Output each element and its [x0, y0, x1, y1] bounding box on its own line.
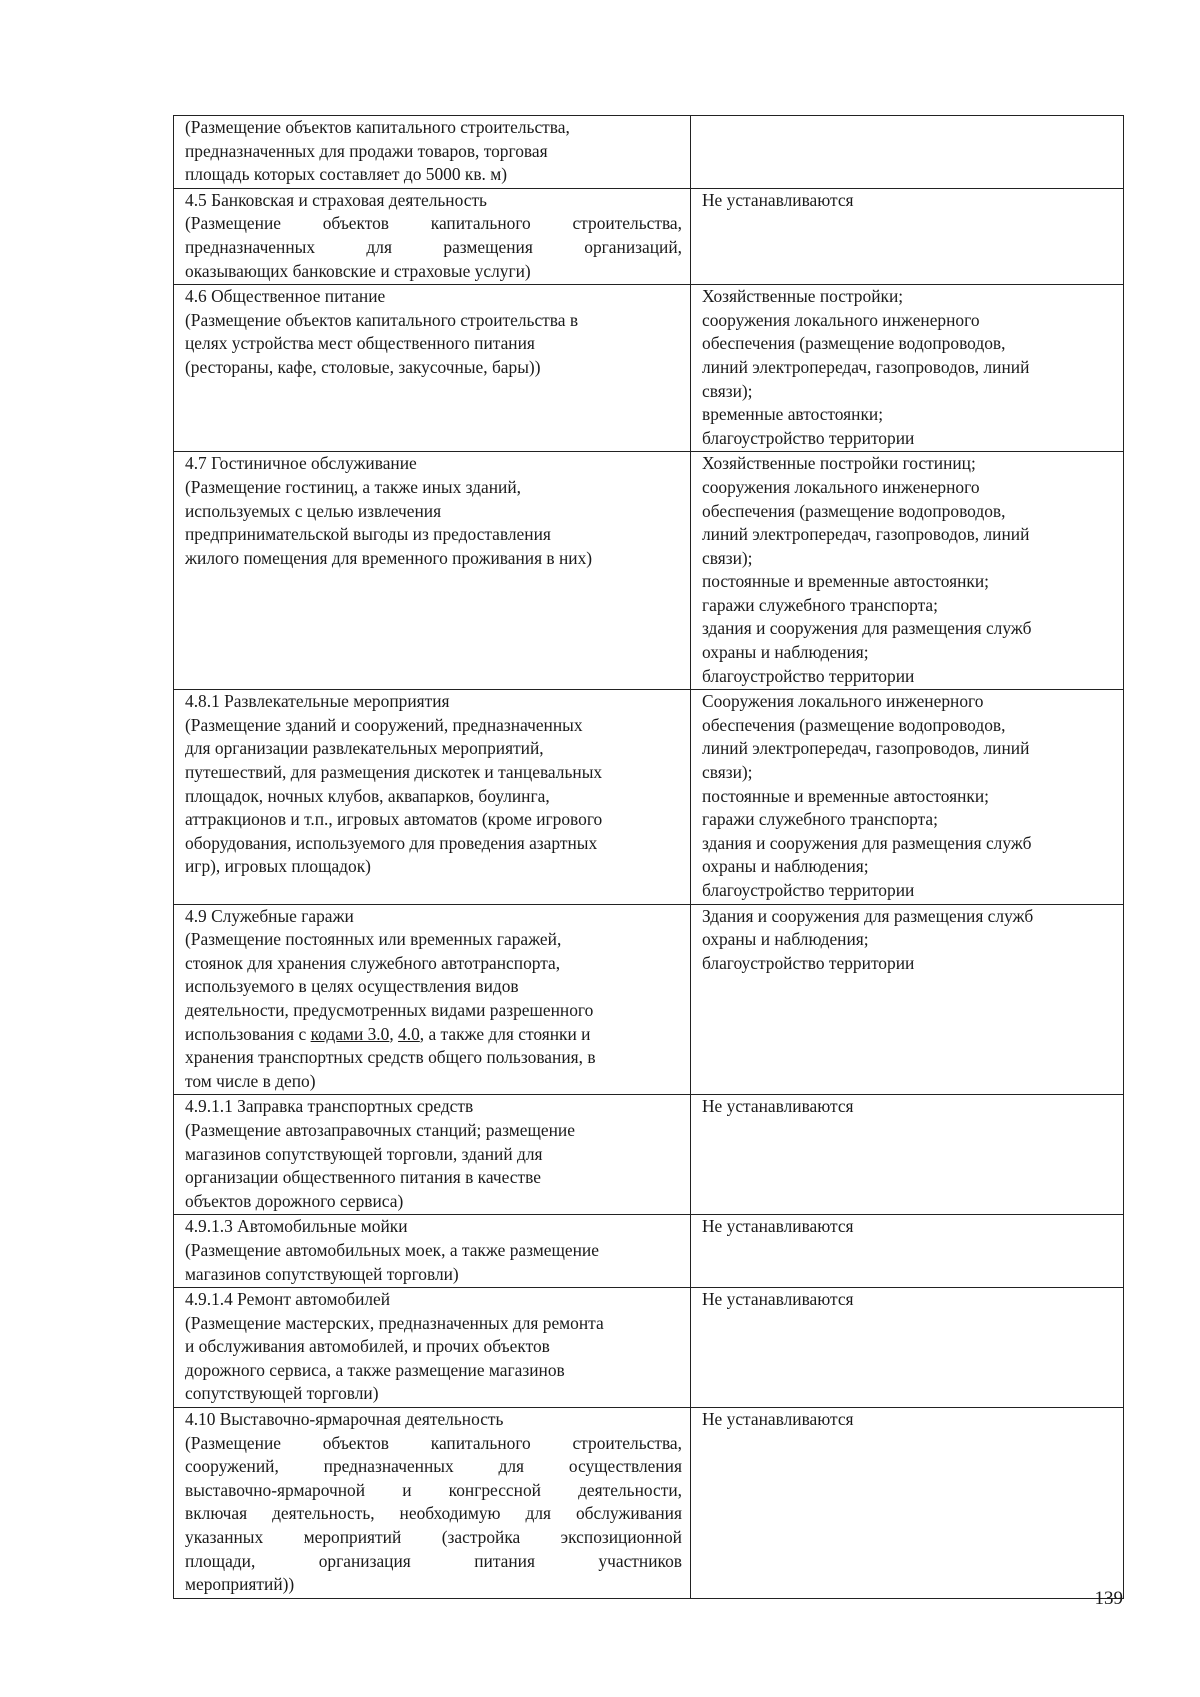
- text-line: сопутствующей торговли): [185, 1383, 379, 1404]
- land-use-description-cell: [174, 285, 691, 452]
- text-line: 4.8.1 Развлекательные мероприятия: [185, 691, 450, 712]
- land-use-description-cell: [174, 188, 691, 284]
- table-row: [174, 1215, 1124, 1288]
- text-line: стоянок для хранения служебного автотранспорта,: [185, 952, 561, 973]
- land-use-description-cell: [174, 1215, 691, 1288]
- text-line: путешествий, для размещения дискотек и танцевальных: [185, 762, 603, 783]
- text-line: площадок, ночных клубов, аквапарков, боулинга,: [185, 785, 550, 806]
- text-line: Не устанавливаются: [702, 1289, 854, 1310]
- text-line: 4.9.1.3 Автомобильные мойки: [185, 1216, 408, 1237]
- auxiliary-uses-cell: [691, 452, 1124, 690]
- page-number: 139: [1094, 1588, 1123, 1609]
- text-line: оказывающих банковские и страховые услуги): [185, 260, 531, 281]
- text-line: Не устанавливаются: [702, 1409, 854, 1430]
- code-link-4-0[interactable]: 4.0: [398, 1023, 420, 1044]
- text-line: 4.9.1.4 Ремонт автомобилей: [185, 1289, 391, 1310]
- text-line: 4.7 Гостиничное обслуживание: [185, 453, 417, 474]
- text-line: целях устройства мест общественного питания: [185, 333, 535, 354]
- text-line: включая деятельность, необходимую для обслуживания: [185, 1503, 682, 1524]
- text-line: (Размещение постоянных или временных гаражей,: [185, 929, 562, 950]
- text-line: (рестораны, кафе, столовые, закусочные, бары)): [185, 356, 541, 377]
- text-line: предназначенных для размещения организаций,: [185, 236, 682, 257]
- text-line: (Размещение мастерских, предназначенных для ремонта: [185, 1312, 604, 1333]
- table-row: [174, 116, 1124, 189]
- auxiliary-uses-cell: [691, 1095, 1124, 1215]
- text-line: (Размещение объектов капитального строительства,: [185, 1432, 682, 1453]
- text-line: [185, 1023, 682, 1047]
- text-line: мероприятий)): [185, 1574, 295, 1595]
- table-row: [174, 188, 1124, 284]
- land-use-description-cell: [174, 452, 691, 690]
- text-line: благоустройство территории: [702, 665, 915, 686]
- text-line: благоустройство территории: [702, 880, 915, 900]
- text-line: и обслуживания автомобилей, и прочих объектов: [185, 1336, 550, 1357]
- table-row: [174, 1288, 1124, 1408]
- text-line: 4.10 Выставочно-ярмарочная деятельность: [185, 1409, 504, 1430]
- text-line: предназначенных для продажи товаров, торговая: [185, 140, 548, 161]
- text-line: здания и сооружения для размещения служб: [702, 832, 1032, 853]
- table-row: [174, 690, 1124, 904]
- text-line: аттракционов и т.п., игровых автоматов (кроме игрового: [185, 809, 603, 830]
- text-line: используемого в целях осуществления видов: [185, 976, 519, 997]
- land-use-description-cell: [174, 116, 691, 189]
- text-line: гаражи служебного транспорта;: [702, 809, 938, 830]
- text-line: обеспечения (размещение водопроводов,: [702, 333, 1006, 354]
- text-line: линий электропередач, газопроводов, линий: [702, 356, 1030, 377]
- text-line: объектов дорожного сервиса): [185, 1190, 404, 1211]
- text-line: Хозяйственные постройки;: [702, 286, 904, 307]
- land-use-description-cell: [174, 1408, 691, 1599]
- auxiliary-uses-cell: [691, 188, 1124, 284]
- text-line: дорожного сервиса, а также размещение магазинов: [185, 1359, 565, 1380]
- text-line: обеспечения (размещение водопроводов,: [702, 714, 1006, 735]
- text-line: предпринимательской выгоды из предоставления: [185, 524, 551, 545]
- auxiliary-uses-cell: [691, 1215, 1124, 1288]
- text-line: Не устанавливаются: [702, 1216, 854, 1237]
- land-use-description-cell: [174, 1288, 691, 1408]
- code-link-3-0[interactable]: кодами 3.0: [310, 1023, 390, 1044]
- text-fragment: , а также для стоянки и: [419, 1023, 591, 1044]
- text-line: оборудования, используемого для проведения азартных: [185, 832, 598, 853]
- text-line: охраны и наблюдения;: [702, 642, 869, 663]
- land-use-description-cell: [174, 690, 691, 904]
- text-line: Здания и сооружения для размещения служб: [702, 905, 1034, 926]
- table-row: [174, 452, 1124, 690]
- text-line: 4.6 Общественное питание: [185, 286, 386, 307]
- text-line: для организации развлекательных мероприятий,: [185, 738, 544, 759]
- text-line: (Размещение объектов капитального строительства,: [185, 213, 682, 234]
- text-line: связи);: [702, 380, 753, 401]
- text-line: сооружений, предназначенных для осуществления: [185, 1456, 682, 1477]
- auxiliary-uses-cell: [691, 116, 1124, 189]
- text-line: линий электропередач, газопроводов, линий: [702, 524, 1030, 545]
- text-line: (Размещение гостиниц, а также иных зданий,: [185, 476, 522, 497]
- text-line: связи);: [702, 762, 753, 783]
- text-line: благоустройство территории: [702, 427, 915, 448]
- text-line: (Размещение объектов капитального строительства,: [185, 117, 570, 137]
- text-line: обеспечения (размещение водопроводов,: [702, 500, 1006, 521]
- text-line: жилого помещения для временного проживания в них): [185, 547, 593, 568]
- text-line: постоянные и временные автостоянки;: [702, 785, 989, 806]
- text-line: благоустройство территории: [702, 952, 915, 973]
- text-line: гаражи служебного транспорта;: [702, 594, 938, 615]
- text-line: Не устанавливаются: [702, 1096, 854, 1117]
- text-line: 4.9 Служебные гаражи: [185, 905, 354, 926]
- text-line: организации общественного питания в качестве: [185, 1167, 541, 1188]
- text-line: связи);: [702, 547, 753, 568]
- text-line: площади, организация питания участников: [185, 1550, 682, 1571]
- text-line: сооружения локального инженерного: [702, 476, 980, 497]
- text-line: магазинов сопутствующей торговли, зданий для: [185, 1143, 543, 1164]
- auxiliary-uses-cell: [691, 690, 1124, 904]
- table-row: [174, 1408, 1124, 1599]
- text-line: выставочно-ярмарочной и конгрессной деятельности,: [185, 1479, 682, 1500]
- text-line: (Размещение автомобильных моек, а также размещение: [185, 1239, 599, 1260]
- table-row: [174, 1095, 1124, 1215]
- text-line: (Размещение зданий и сооружений, предназначенных: [185, 714, 583, 735]
- text-fragment: ,: [389, 1023, 399, 1044]
- auxiliary-uses-cell: [691, 1408, 1124, 1599]
- text-line: сооружения локального инженерного: [702, 309, 980, 330]
- text-line: Хозяйственные постройки гостиниц;: [702, 453, 976, 474]
- auxiliary-uses-cell: [691, 285, 1124, 452]
- text-line: Не устанавливаются: [702, 189, 854, 210]
- text-line: (Размещение автозаправочных станций; размещение: [185, 1119, 575, 1140]
- auxiliary-uses-cell: [691, 1288, 1124, 1408]
- table-row: [174, 904, 1124, 1095]
- text-line: используемых с целью извлечения: [185, 500, 442, 521]
- text-line: указанных мероприятий (застройка экспозиционной: [185, 1527, 682, 1548]
- text-line: здания и сооружения для размещения служб: [702, 618, 1032, 639]
- text-line: площадь которых составляет до 5000 кв. м): [185, 164, 508, 185]
- auxiliary-uses-cell: [691, 904, 1124, 1095]
- text-line: охраны и наблюдения;: [702, 929, 869, 950]
- text-line: постоянные и временные автостоянки;: [702, 571, 989, 592]
- text-line: 4.5 Банковская и страховая деятельность: [185, 189, 487, 210]
- text-line: линий электропередач, газопроводов, линий: [702, 738, 1030, 759]
- text-line: игр), игровых площадок): [185, 856, 371, 877]
- table-row: [174, 285, 1124, 452]
- text-line: Сооружения локального инженерного: [702, 691, 984, 712]
- text-line: том числе в депо): [185, 1070, 316, 1091]
- land-use-description-cell: [174, 904, 691, 1095]
- text-line: охраны и наблюдения;: [702, 856, 869, 877]
- text-line: деятельности, предусмотренных видами разрешенного: [185, 999, 594, 1020]
- text-line: временные автостоянки;: [702, 404, 884, 425]
- land-use-description-cell: [174, 1095, 691, 1215]
- text-fragment: использования с: [185, 1023, 311, 1044]
- text-line: магазинов сопутствующей торговли): [185, 1263, 459, 1284]
- land-use-table: [173, 115, 1124, 1599]
- text-line: хранения транспортных средств общего пользования, в: [185, 1047, 596, 1068]
- text-line: 4.9.1.1 Заправка транспортных средств: [185, 1096, 474, 1117]
- table-body: [174, 116, 1124, 1599]
- text-line: (Размещение объектов капитального строительства в: [185, 309, 579, 330]
